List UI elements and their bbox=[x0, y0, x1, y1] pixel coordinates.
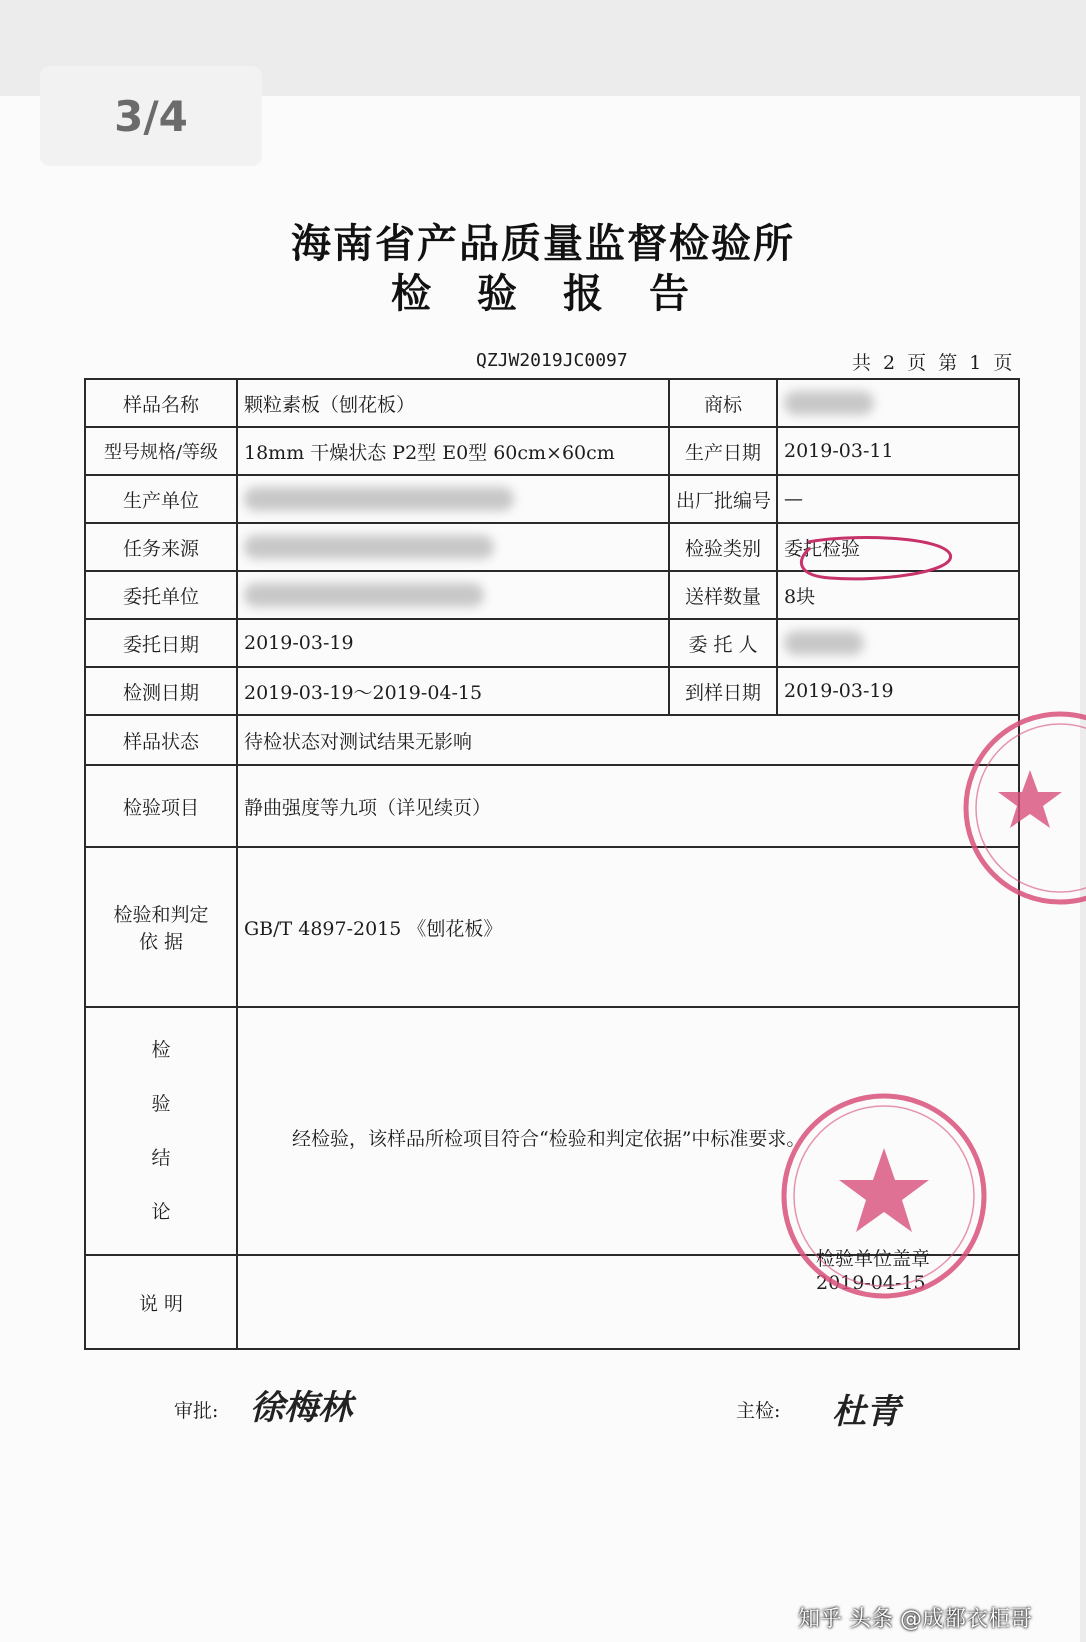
test-items-value: 静曲强度等九项（详见续页） bbox=[237, 765, 1019, 847]
sample-state-value: 待检状态对测试结果无影响 bbox=[237, 715, 1019, 765]
inspection-type-value: 委托检验 bbox=[777, 523, 1019, 571]
model-value: 18mm 干燥状态 P2型 E0型 60cm×60cm bbox=[237, 427, 669, 475]
conclusion-label bbox=[85, 1007, 237, 1255]
conclusion-char: 验 bbox=[151, 1093, 171, 1115]
redacted-mark bbox=[244, 583, 484, 607]
test-date-value: 2019-03-19～2019-04-15 bbox=[237, 667, 669, 715]
redacted-mark bbox=[244, 535, 494, 559]
prod-date-value: 2019-03-11 bbox=[777, 427, 1019, 475]
remarks-label: 说 明 bbox=[85, 1255, 237, 1349]
official-seal-right bbox=[960, 708, 1086, 908]
client-value bbox=[237, 571, 669, 619]
sample-name-label: 样品名称 bbox=[85, 379, 237, 427]
inspection-type-label: 检验类别 bbox=[669, 523, 777, 571]
page-info: 共 2 页 第 1 页 bbox=[852, 352, 1013, 374]
conclusion-char: 论 bbox=[151, 1201, 171, 1223]
report-title: 检验报告 bbox=[391, 270, 735, 317]
table-row bbox=[85, 715, 1019, 765]
handwritten-circle-mark bbox=[790, 532, 960, 586]
arrival-date-value: 2019-03-19 bbox=[777, 667, 1019, 715]
sample-state-label: 样品状态 bbox=[85, 715, 237, 765]
table-row bbox=[85, 765, 1019, 847]
redacted-mark bbox=[784, 631, 864, 655]
basis-label-line1: 检验和判定 bbox=[113, 904, 209, 926]
approve-signature: 徐梅林 bbox=[250, 1388, 352, 1428]
stamp-label: 检验单位盖章 bbox=[816, 1248, 931, 1270]
chief-inspector-label: 主检: bbox=[736, 1400, 781, 1422]
redacted-mark bbox=[784, 391, 874, 415]
table-row bbox=[85, 427, 1019, 475]
basis-label-line2: 依 据 bbox=[138, 931, 184, 953]
table-row bbox=[85, 475, 1019, 523]
page-indicator: 3/4 bbox=[40, 66, 262, 166]
quantity-label: 送样数量 bbox=[669, 571, 777, 619]
conclusion-text: 经检验，该样品所检项目符合“检验和判定依据”中标准要求。 bbox=[292, 1128, 806, 1150]
report-number: QZJW2019JC0097 bbox=[476, 350, 628, 371]
redacted-mark bbox=[244, 487, 514, 511]
entrust-date-value: 2019-03-19 bbox=[237, 619, 669, 667]
approve-label: 审批: bbox=[174, 1400, 219, 1422]
batch-label: 出厂批编号 bbox=[669, 475, 777, 523]
conclusion-char: 结 bbox=[151, 1147, 171, 1169]
test-items-label: 检验项目 bbox=[85, 765, 237, 847]
sample-name-value: 颗粒素板（刨花板） bbox=[237, 379, 669, 427]
task-source-label: 任务来源 bbox=[85, 523, 237, 571]
arrival-date-label: 到样日期 bbox=[669, 667, 777, 715]
entruster-value bbox=[777, 619, 1019, 667]
basis-label bbox=[85, 847, 237, 1007]
entruster-label: 委 托 人 bbox=[669, 619, 777, 667]
brand-label: 商标 bbox=[669, 379, 777, 427]
table-row bbox=[85, 667, 1019, 715]
basis-value: GB/T 4897-2015 《刨花板》 bbox=[237, 847, 1019, 1007]
producer-value bbox=[237, 475, 669, 523]
institute-title: 海南省产品质量监督检验所 bbox=[291, 220, 795, 267]
table-row bbox=[85, 847, 1019, 1007]
table-row bbox=[85, 379, 1019, 427]
batch-value: — bbox=[777, 475, 1019, 523]
stamp-date: 2019-04-15 bbox=[816, 1272, 926, 1294]
chief-inspector-signature: 杜青 bbox=[832, 1392, 900, 1432]
official-seal-conclusion bbox=[774, 1086, 994, 1306]
client-label: 委托单位 bbox=[85, 571, 237, 619]
prod-date-label: 生产日期 bbox=[669, 427, 777, 475]
quantity-value: 8块 bbox=[777, 571, 1019, 619]
brand-value bbox=[777, 379, 1019, 427]
test-date-label: 检测日期 bbox=[85, 667, 237, 715]
model-label: 型号规格/等级 bbox=[85, 427, 237, 475]
task-source-value bbox=[237, 523, 669, 571]
table-row bbox=[85, 619, 1019, 667]
conclusion-char: 检 bbox=[151, 1039, 171, 1061]
producer-label: 生产单位 bbox=[85, 475, 237, 523]
source-watermark: 知乎 头条 @成都衣柜哥 bbox=[798, 1607, 1032, 1632]
entrust-date-label: 委托日期 bbox=[85, 619, 237, 667]
